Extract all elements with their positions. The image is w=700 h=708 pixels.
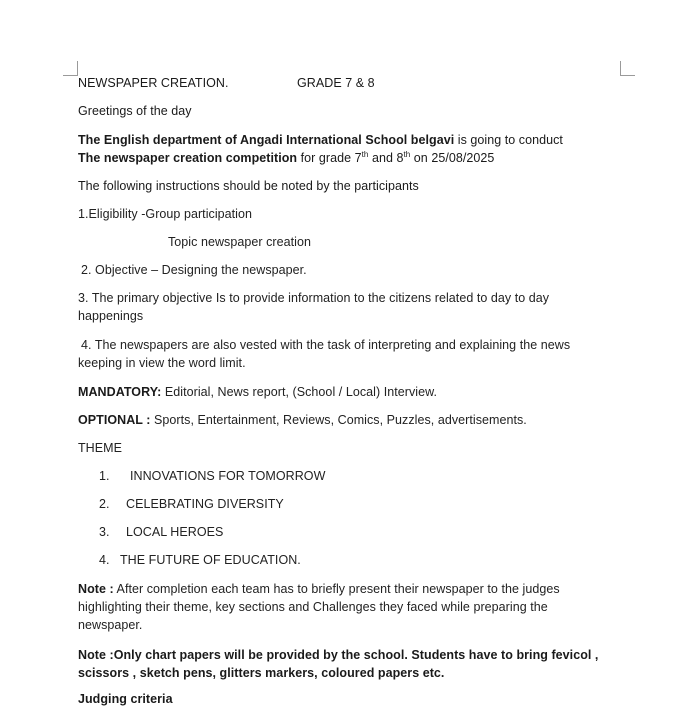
item-eligibility: 1.Eligibility -Group participation — [78, 207, 253, 221]
mandatory-label: MANDATORY: — [78, 385, 162, 399]
optional-line: OPTIONAL : Sports, Entertainment, Reviews, Comics, Puzzles, advertisements. — [78, 413, 527, 427]
theme-item: 1. INNOVATIONS FOR TOMORROW — [99, 469, 326, 483]
item-4-line-1: 4. The newspapers are also vested with the task of interpreting and explaining the news — [81, 338, 571, 352]
mandatory-line: MANDATORY: Editorial, News report, (School / Local) Interview. — [78, 385, 438, 399]
margin-corner-mark — [63, 61, 78, 76]
item-topic: Topic newspaper creation — [168, 235, 311, 249]
note-2-line-1: Note :Only chart papers will be provided by the school. Students have to bring fevicol , — [78, 648, 599, 662]
note-1-line-1: Note : After completion each team has to briefly present their newspaper to the judges — [78, 582, 560, 596]
intro-line-2: The newspaper creation competition for grade 7th and 8th on 25/08/2025 — [78, 150, 495, 165]
intro-line-1: The English department of Angadi International School belgavi is going to conduct — [78, 133, 563, 147]
document-title: NEWSPAPER CREATION. — [78, 76, 229, 90]
item-3-line-2: happenings — [78, 309, 144, 323]
greeting: Greetings of the day — [78, 104, 192, 118]
item-objective: 2. Objective – Designing the newspaper. — [81, 263, 307, 277]
theme-item: 4. THE FUTURE OF EDUCATION. — [99, 553, 301, 567]
note-2-line-2: scissors , sketch pens, glitters markers, coloured papers etc. — [78, 666, 445, 680]
judging-criteria-heading: Judging criteria — [78, 692, 173, 706]
item-3-line-1: 3. The primary objective Is to provide information to the citizens related to day to day — [78, 291, 550, 305]
theme-heading: THEME — [78, 441, 122, 455]
grade-label: GRADE 7 & 8 — [297, 76, 375, 90]
note-1-line-3: newspaper. — [78, 618, 143, 632]
instructions-heading: The following instructions should be noted by the participants — [78, 179, 419, 193]
heading-line — [78, 74, 375, 92]
note-label: Note : — [78, 582, 114, 596]
theme-item: 2. CELEBRATING DIVERSITY — [99, 497, 284, 511]
optional-label: OPTIONAL : — [78, 413, 151, 427]
note-1-line-2: highlighting their theme, key sections and Challenges they faced while preparing the — [78, 600, 548, 614]
theme-item: 3. LOCAL HEROES — [99, 525, 224, 539]
item-4-line-2: keeping in view the word limit. — [78, 356, 246, 370]
margin-corner-mark — [620, 61, 635, 76]
